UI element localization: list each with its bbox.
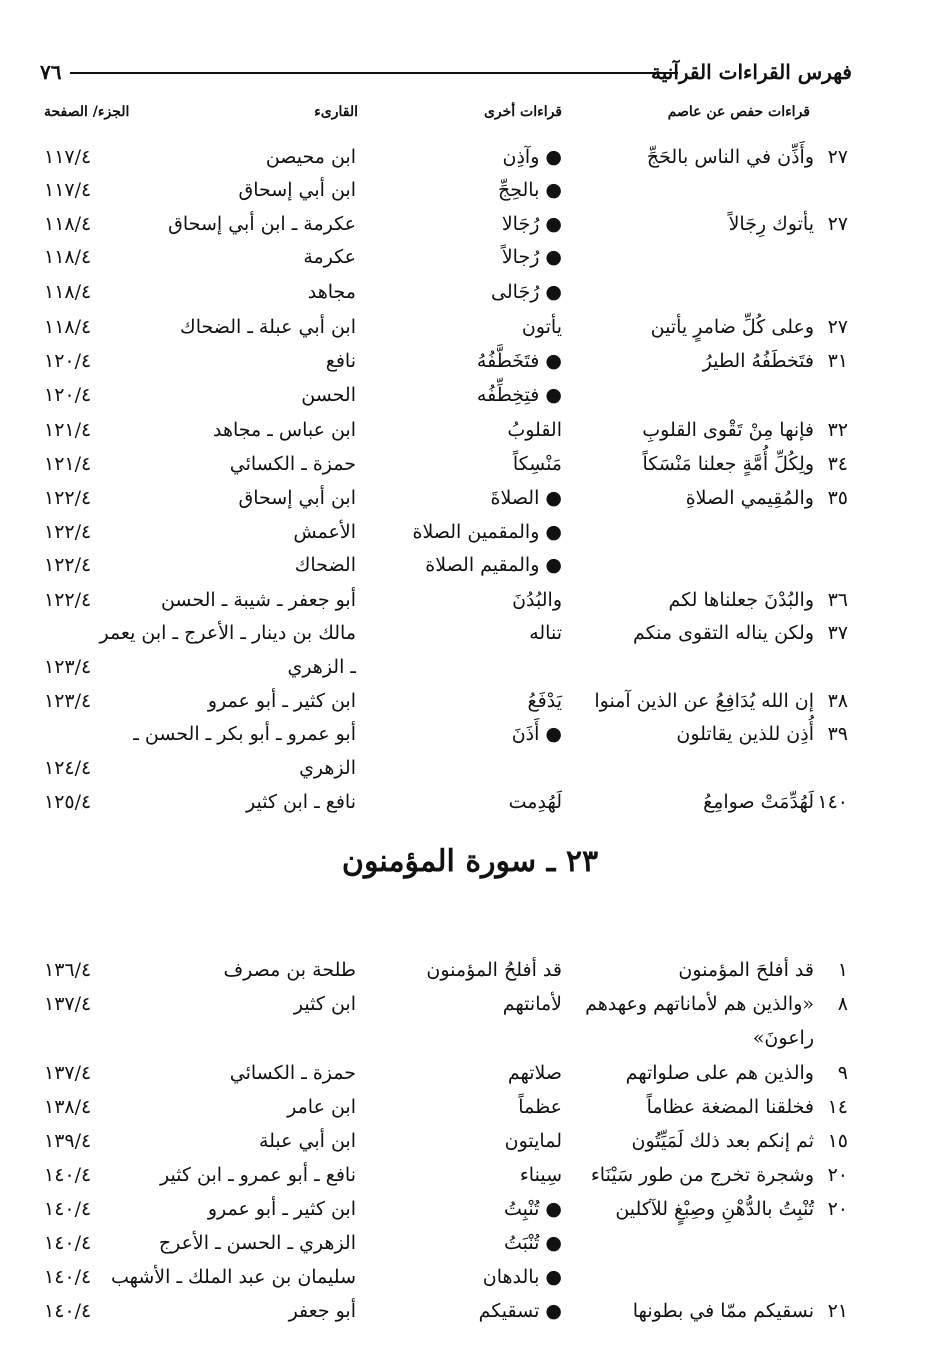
volume-page-ref: ١١٨/٤ [44,281,92,303]
column-header-hafs: قراءات حفص عن عاصم [667,104,810,120]
volume-page-ref [44,717,144,751]
table-row [0,173,940,207]
table-row [0,650,940,684]
table-row [0,1260,940,1294]
volume-page-ref [44,616,144,650]
volume-page-ref: ١٢٣/٤ [44,690,92,712]
hafs-reading: فخلقنا المضغة عظاماً [646,1096,814,1118]
ayah-number: ٣١ [827,350,848,372]
ayah-number: ٣٨ [827,690,848,712]
other-reading: لمايتون [504,1130,562,1152]
table-row [0,1021,940,1055]
volume-page-ref: ١٤٠/٤ [44,1164,92,1186]
hafs-reading: إن الله يُدَافِعُ عن الذين آمنوا [594,690,814,712]
column-header-volume-page: الجزء/ الصفحة [44,104,130,120]
hafs-reading: يأتوك رِجَالاً [728,213,814,235]
hafs-reading: وشجرة تخرج من طور سَيْنَاء [590,1164,814,1186]
reader-name: طلحة بن مصرف [223,959,356,981]
ayah-number: ٩ [837,1062,848,1084]
table-row [0,751,940,785]
reader-name: ابن كثير ـ أبو عمرو [207,690,356,712]
table-row [0,275,940,309]
ayah-number [818,751,848,785]
table-row [0,583,940,617]
hafs-reading: ولكن يناله التقوى منكم [633,622,814,644]
table-row [0,785,940,819]
ayah-number: ٣٥ [827,487,848,509]
column-header-other-readings: قراءات أخرى [483,104,562,120]
other-reading: قد أفلحُ المؤمنون [426,959,562,981]
hafs-reading: فإنها مِنْ تَقْوى القلوبِ [642,419,814,441]
volume-page-ref: ١٢٢/٤ [44,487,92,509]
hafs-reading: والذين هم على صلواتهم [625,1062,814,1084]
reader-name: ـ الزهري [287,656,356,678]
hafs-reading: «والذين هم لأماناتهم وعهدهم [585,993,814,1015]
other-reading: ● رُجالاً [501,246,562,268]
other-reading: ● رُجَالا [501,213,562,235]
volume-page-ref: ١٢٢/٤ [44,521,92,543]
ayah-number: ١٤٠ [817,791,848,813]
other-reading: ● فتَخَطَّفُهُ [476,350,562,372]
ayah-number [818,548,848,582]
table-row [0,548,940,582]
page-number: ٧٦ [40,60,62,84]
reader-name: عكرمة ـ ابن أبي إسحاق [168,213,356,235]
other-reading: ● والمقمين الصلاة [412,521,562,543]
volume-page-ref: ١٢١/٤ [44,419,92,441]
volume-page-ref: ١١٧/٤ [44,179,92,201]
reader-name: سليمان بن عبد الملك ـ الأشهب [110,1266,356,1288]
hafs-reading: راعونَ» [752,1027,814,1049]
table-row [0,1294,940,1328]
table-row [0,987,940,1021]
table-row [0,344,940,378]
ayah-number [818,1021,848,1055]
reader-name: أبو جعفر [288,1300,356,1322]
hafs-reading: أُذِن للذين يقاتلون [676,723,814,745]
ayah-number [818,173,848,207]
table-row [0,447,940,481]
table-row [0,378,940,412]
table-row [0,1226,940,1260]
table-row [0,616,940,650]
ayah-number [818,515,848,549]
reader-name: ابن أبي إسحاق [238,487,356,509]
volume-page-ref: ١٢٥/٤ [44,791,92,813]
ayah-number: ٢٧ [827,146,848,168]
table-row [0,953,940,987]
hafs-reading: وأَذِّن في الناس بالحَجِّ [646,146,814,168]
ayah-number: ١٥ [827,1130,848,1152]
reader-name: الضحاك [294,554,356,576]
volume-page-ref: ١٢٢/٤ [44,554,92,576]
volume-page-ref: ١١٨/٤ [44,316,92,338]
volume-page-ref: ١٣٧/٤ [44,993,92,1015]
reader-name: أبو جعفر ـ شيبة ـ الحسن [160,589,356,611]
other-reading: ● بالدهان [482,1266,562,1288]
other-reading: ● رُجَالى [491,281,562,303]
reader-name: ابن عامر [287,1096,356,1118]
reader-name: أبو عمرو ـ أبو بكر ـ الحسن ـ [133,723,356,745]
ayah-number [818,650,848,684]
volume-page-ref: ١٣٨/٤ [44,1096,92,1118]
other-reading: لَهُدِمت [508,791,562,813]
other-reading: ● الصلاةَ [490,487,562,509]
ayah-number: ٣٦ [827,589,848,611]
volume-page-ref: ١١٧/٤ [44,146,92,168]
other-reading: والبُدُنَ [512,589,562,611]
reader-name: مجاهد [307,281,356,303]
other-reading: لأمانتهم [502,993,562,1015]
other-reading: مَنْسِكاً [512,453,562,475]
ayah-number: ٣٢ [827,419,848,441]
ayah-number: ٢٠ [827,1164,848,1186]
hafs-reading: وعلى كُلِّ ضامرٍ يأتين [650,316,814,338]
reader-name: عكرمة [303,246,356,268]
volume-page-ref: ١٢٣/٤ [44,656,92,678]
ayah-number: ٢٠ [827,1198,848,1220]
hafs-reading: ولِكُلِّ أُمَّةٍ جعلنا مَنْسَكاً [642,453,814,475]
table-row [0,240,940,274]
volume-page-ref: ١٣٧/٤ [44,1062,92,1084]
other-reading: ● والمقيم الصلاة [425,554,562,576]
hafs-reading: ثم إنكم بعد ذلك لَمَيِّتُون [631,1130,814,1152]
other-reading: ● تُنْبِتُ [503,1198,562,1220]
column-header-reader: القارىء [314,104,358,120]
other-reading: ● أَذَنَ [511,723,562,745]
reader-name: ابن عباس ـ مجاهد [213,419,356,441]
ayah-number: ١٤ [827,1096,848,1118]
other-reading: سِيناء [519,1164,562,1186]
reader-name: مالك بن دينار ـ الأعرج ـ ابن يعمر [99,622,356,644]
volume-page-ref: ١٤٠/٤ [44,1198,92,1220]
ayah-number: ١ [837,959,848,981]
hafs-reading: والمُقِيمي الصلاةِ [685,487,814,509]
volume-page-ref: ١٣٩/٤ [44,1130,92,1152]
reader-name: ابن أبي عبلة [258,1130,356,1152]
table-row [0,1158,940,1192]
reader-name: الزهري [299,757,356,779]
ayah-number: ٣٧ [827,622,848,644]
other-reading: ● فتِخِطِّفُه [476,384,562,406]
table-row [0,207,940,241]
ayah-number [818,1226,848,1260]
reader-name: الحسن [301,384,356,406]
header-rule [70,72,678,74]
ayah-number [818,1260,848,1294]
volume-page-ref: ١٣٦/٤ [44,959,92,981]
table-row [0,140,940,174]
table-row [0,481,940,515]
other-reading: عظماً [518,1096,562,1118]
other-reading: يَدْفَعُ [527,690,562,712]
table-row [0,1192,940,1226]
reader-name: ابن محيصن [265,146,356,168]
reader-name: نافع ـ أبو عمرو ـ ابن كثير [159,1164,356,1186]
volume-page-ref: ١٤٠/٤ [44,1300,92,1322]
reader-name: ابن كثير ـ أبو عمرو [207,1198,356,1220]
reader-name: ابن أبي عبلة ـ الضحاك [180,316,356,338]
ayah-number: ٣٤ [827,453,848,475]
reader-name: نافع ـ ابن كثير [246,791,356,813]
volume-page-ref: ١٢٠/٤ [44,350,92,372]
other-reading: ● تسقيكم [478,1300,562,1322]
volume-page-ref [44,1021,144,1055]
table-row [0,1124,940,1158]
other-reading: ● وآذِن [502,146,562,168]
volume-page-ref: ١١٨/٤ [44,246,92,268]
other-reading: صلاتهم [507,1062,562,1084]
volume-page-ref: ١٤٠/٤ [44,1232,92,1254]
other-reading: القلوبُ [507,419,562,441]
volume-page-ref: ١٢٤/٤ [44,757,92,779]
volume-page-ref: ١٢٠/٤ [44,384,92,406]
other-reading: يأتون [521,316,562,338]
table-row [0,310,940,344]
hafs-reading: تُنْبِتُ بالدُّهْنِ وصِبْغٍ للآكلين [615,1198,814,1220]
other-reading: ● تُنْبَتُ [503,1232,562,1254]
volume-page-ref: ١٢٢/٤ [44,589,92,611]
ayah-number: ٢١ [827,1300,848,1322]
ayah-number: ٢٧ [827,316,848,338]
reader-name: ابن كثير [293,993,356,1015]
table-row [0,515,940,549]
reader-name: ابن أبي إسحاق [238,179,356,201]
table-row [0,1056,940,1090]
table-row [0,684,940,718]
hafs-reading: فتَخطَفُهُ الطيرُ [702,350,814,372]
reader-name: الأعمش [293,521,356,543]
reader-name: حمزة ـ الكسائي [229,453,356,475]
ayah-number: ٣٩ [827,723,848,745]
reader-name: الزهري ـ الحسن ـ الأعرج [158,1232,356,1254]
ayah-number [818,275,848,309]
table-row [0,413,940,447]
other-reading: تناله [529,622,562,644]
hafs-reading: نسقيكم ممّا في بطونها [632,1300,814,1322]
hafs-reading: قد أفلحَ المؤمنون [678,959,814,981]
table-row [0,1090,940,1124]
hafs-reading: لَهُدِّمَتْ صوامِعُ [703,791,814,813]
ayah-number: ٨ [837,993,848,1015]
ayah-number [818,378,848,412]
reader-name: نافع [325,350,356,372]
ayah-number [818,240,848,274]
volume-page-ref: ١٤٠/٤ [44,1266,92,1288]
table-row [0,717,940,751]
running-header-title: فهرس القراءات القرآنية [651,60,852,84]
ayah-number: ٢٧ [827,213,848,235]
other-reading: ● بالحِجِّ [497,179,562,201]
hafs-reading: والبُدْنَ جعلناها لكم [668,589,814,611]
reader-name: حمزة ـ الكسائي [229,1062,356,1084]
volume-page-ref: ١٢١/٤ [44,453,92,475]
surah-heading: ٢٣ ـ سورة المؤمنون [341,844,599,879]
volume-page-ref: ١١٨/٤ [44,213,92,235]
